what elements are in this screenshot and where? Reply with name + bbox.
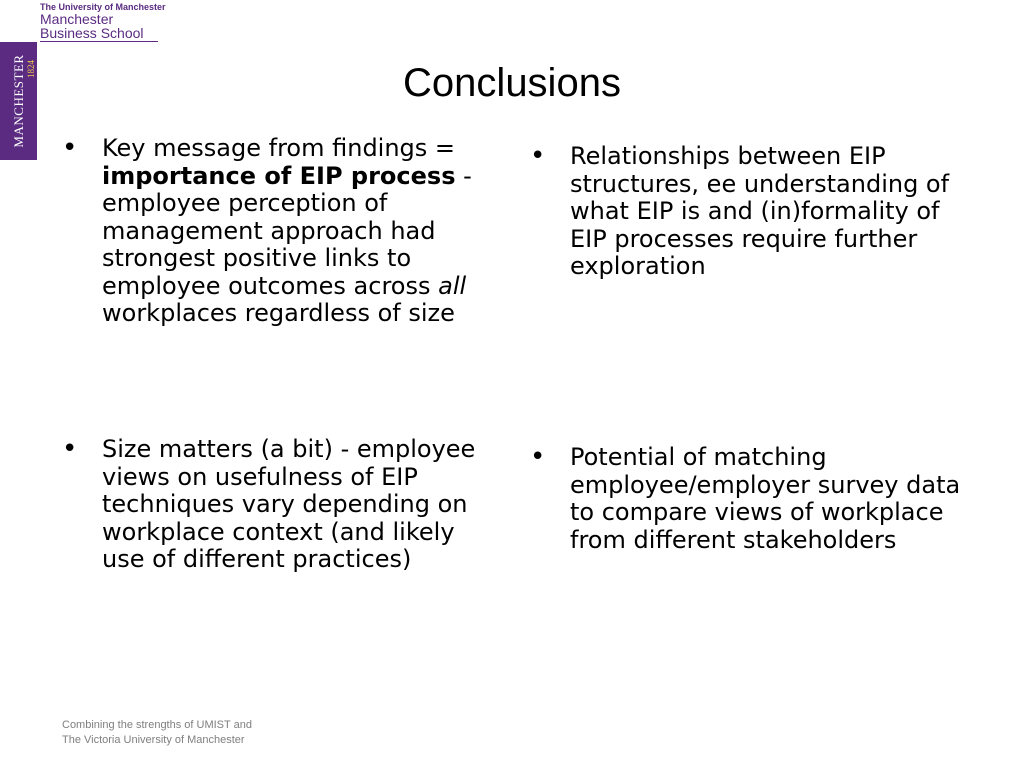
university-logo [40, 2, 166, 42]
bullet-text-suffix: workplaces regardless of size [102, 299, 455, 327]
bullet-text-italic: all [438, 271, 467, 300]
bullet-text-middle: -employee perception of management approach had strongest positive links to employee outcomes across [102, 161, 472, 300]
bullet-item [62, 436, 492, 574]
bullet-text: Potential of matching employee/employer survey data to compare views of workplace from different stakeholders [570, 443, 961, 554]
bullet-point: • [530, 141, 546, 171]
footer [62, 718, 252, 748]
bullet-point: • [62, 434, 78, 464]
logo-business-school: Business School [40, 25, 144, 41]
logo-underline [40, 41, 158, 42]
side-badge-year: 1824 [26, 60, 36, 78]
bullet-point: • [530, 442, 546, 472]
slide-title: Conclusions [403, 61, 621, 105]
bullet-text-prefix: Key message from findings = [102, 134, 456, 162]
bullet-item [530, 444, 970, 554]
side-badge-text: MANCHESTER [10, 54, 26, 148]
bullet-text-bold: importance of EIP process [102, 161, 456, 190]
logo-university-name: The University of Manchester [40, 2, 166, 12]
bullet-text: Size matters (a bit) - employee views on usefulness of EIP techniques vary depending on workplace context (and likely use of different practices) [102, 435, 476, 573]
bullet-item [62, 135, 492, 328]
footer-line-2: The Victoria University of Manchester [62, 734, 245, 746]
bullet-text: Relationships between EIP structures, ee understanding of what EIP is and (in)formality of EIP processes require further exploration [570, 142, 950, 280]
footer-line-1: Combining the strengths of UMIST and [62, 719, 252, 731]
bullet-point: • [62, 133, 78, 163]
bullet-item [530, 143, 970, 281]
logo-manchester: Manchester [40, 11, 114, 27]
bullet-text [102, 135, 492, 328]
